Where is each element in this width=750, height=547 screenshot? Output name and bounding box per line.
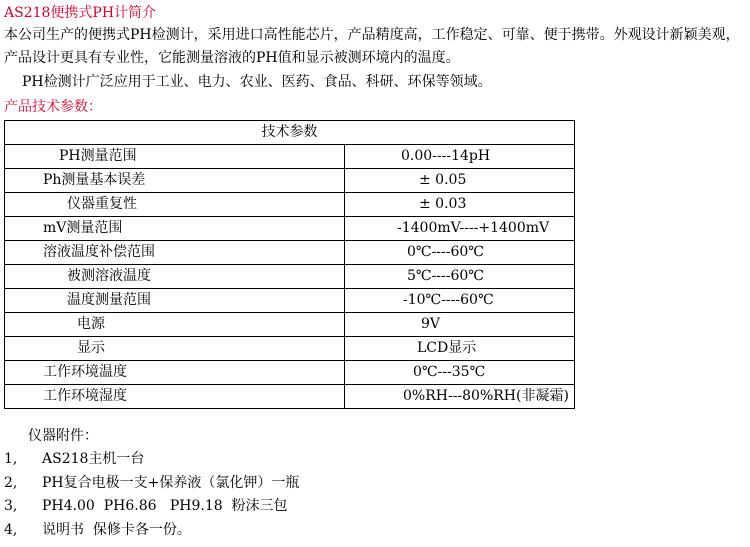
table-row bbox=[5, 145, 575, 169]
accessories-section bbox=[4, 425, 744, 542]
params-heading: 产品技术参数： bbox=[4, 99, 102, 115]
param-value: LCD显示 bbox=[345, 337, 575, 361]
param-name: 电源 bbox=[5, 313, 345, 337]
param-value: -10℃----60℃ bbox=[345, 289, 575, 313]
table-row bbox=[5, 337, 575, 361]
param-name: PH测量范围 bbox=[5, 145, 345, 169]
param-name: 温度测量范围 bbox=[5, 289, 345, 313]
param-value: 5℃----60℃ bbox=[345, 265, 575, 289]
param-name: 显示 bbox=[5, 337, 345, 361]
list-item-text: 说明书 保修卡各一份。 bbox=[42, 521, 191, 538]
table-row bbox=[5, 265, 575, 289]
page-title: AS218便携式PH计简介 bbox=[4, 5, 157, 21]
param-name: mV测量范围 bbox=[5, 217, 345, 241]
table-row bbox=[5, 217, 575, 241]
table-header: 技术参数 bbox=[5, 121, 575, 145]
list-item bbox=[4, 519, 744, 543]
param-name: 工作环境湿度 bbox=[5, 385, 345, 409]
param-value: 0℃---35℃ bbox=[345, 361, 575, 385]
technical-params-table bbox=[4, 120, 575, 409]
list-item-number: 2, bbox=[4, 474, 18, 491]
list-item-text: AS218主机一台 bbox=[42, 451, 145, 467]
list-item bbox=[4, 495, 744, 519]
table-row bbox=[5, 193, 575, 217]
param-value: 0℃----60℃ bbox=[345, 241, 575, 265]
param-value: ± 0.03 bbox=[345, 193, 575, 217]
param-value: 0%RH---80%RH(非凝霜) bbox=[345, 385, 575, 409]
list-item-text: PH4.00 PH6.86 PH9.18 粉沫三包 bbox=[42, 498, 288, 514]
param-value: 0.00----14pH bbox=[345, 145, 575, 169]
list-item-text: PH复合电极一支+保养液（氯化钾）一瓶 bbox=[42, 474, 300, 491]
param-name: 溶液温度补偿范围 bbox=[5, 241, 345, 265]
table-row bbox=[5, 169, 575, 193]
list-item bbox=[4, 472, 744, 496]
table-row bbox=[5, 241, 575, 265]
param-name: 仪器重复性 bbox=[5, 193, 345, 217]
param-name: 工作环境温度 bbox=[5, 361, 345, 385]
table-row bbox=[5, 289, 575, 313]
param-value: 9V bbox=[345, 313, 575, 337]
application-paragraph: PH检测计广泛应用于工业、电力、农业、医药、食品、科研、环保等领域。 bbox=[22, 74, 492, 90]
list-item bbox=[4, 448, 744, 472]
param-value: -1400mV----+1400mV bbox=[345, 217, 575, 241]
param-name: 被测溶液温度 bbox=[5, 265, 345, 289]
list-item-number: 1, bbox=[4, 451, 18, 467]
list-item-number: 4, bbox=[4, 521, 18, 538]
intro-paragraph: 本公司生产的便携式PH检测计，采用进口高性能芯片，产品精度高，工作稳定、可靠、便于携带。外观设计新颖美观，产品设计更具有专业性，它能测量溶液的PH值和显示被测环境内的温度。 bbox=[4, 27, 740, 66]
table-row bbox=[5, 313, 575, 337]
table-row bbox=[5, 361, 575, 385]
param-value: ± 0.05 bbox=[345, 169, 575, 193]
param-name: Ph测量基本误差 bbox=[5, 169, 345, 193]
list-item-number: 3, bbox=[4, 498, 18, 514]
table-header-row bbox=[5, 121, 575, 145]
accessories-heading: 仪器附件： bbox=[28, 428, 98, 444]
table-row bbox=[5, 385, 575, 409]
accessories-list bbox=[4, 448, 744, 542]
